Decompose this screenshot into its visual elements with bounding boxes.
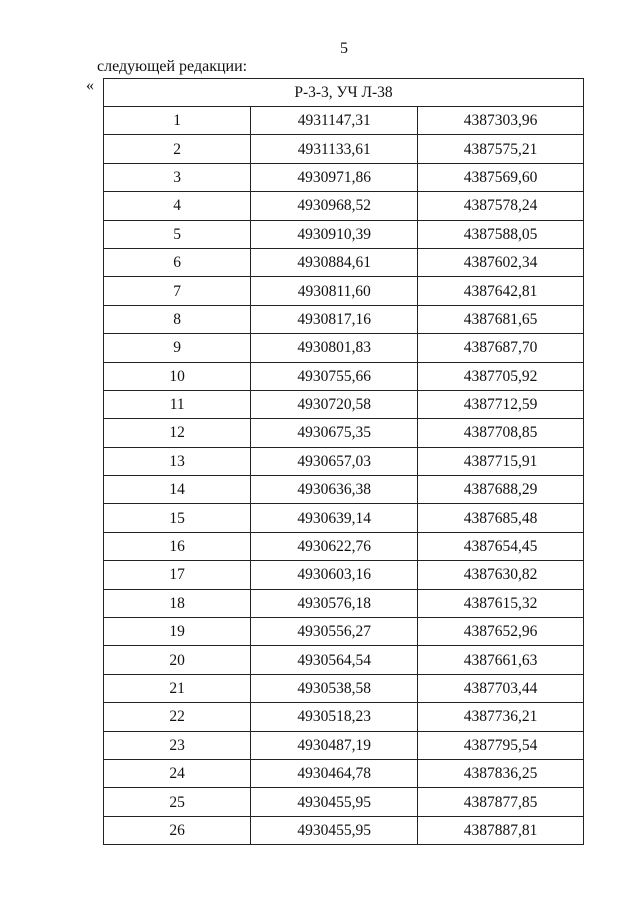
- point-number-cell: 19: [104, 618, 251, 646]
- x-coordinate-cell: 4930657,03: [251, 447, 418, 475]
- table-row: [104, 220, 584, 248]
- point-number-cell: 18: [104, 589, 251, 617]
- x-coordinate-cell: 4931147,31: [251, 107, 418, 135]
- y-coordinate-cell: 4387588,05: [418, 220, 584, 248]
- table-row: [104, 163, 584, 191]
- point-number-cell: 3: [104, 163, 251, 191]
- table-row: [104, 759, 584, 787]
- point-number-cell: 8: [104, 305, 251, 333]
- table-row: [104, 419, 584, 447]
- point-number-cell: 13: [104, 447, 251, 475]
- y-coordinate-cell: 4387712,59: [418, 390, 584, 418]
- x-coordinate-cell: 4930464,78: [251, 759, 418, 787]
- coordinates-table-body: [104, 79, 584, 845]
- point-number-cell: 11: [104, 390, 251, 418]
- y-coordinate-cell: 4387575,21: [418, 135, 584, 163]
- table-row: [104, 731, 584, 759]
- point-number-cell: 16: [104, 532, 251, 560]
- x-coordinate-cell: 4930622,76: [251, 532, 418, 560]
- y-coordinate-cell: 4387708,85: [418, 419, 584, 447]
- y-coordinate-cell: 4387703,44: [418, 674, 584, 702]
- y-coordinate-cell: 4387661,63: [418, 646, 584, 674]
- point-number-cell: 2: [104, 135, 251, 163]
- table-row: [104, 532, 584, 560]
- x-coordinate-cell: 4930455,95: [251, 788, 418, 816]
- y-coordinate-cell: 4387569,60: [418, 163, 584, 191]
- table-row: [104, 248, 584, 276]
- x-coordinate-cell: 4930556,27: [251, 618, 418, 646]
- y-coordinate-cell: 4387688,29: [418, 476, 584, 504]
- x-coordinate-cell: 4930564,54: [251, 646, 418, 674]
- y-coordinate-cell: 4387877,85: [418, 788, 584, 816]
- table-row: [104, 618, 584, 646]
- y-coordinate-cell: 4387685,48: [418, 504, 584, 532]
- point-number-cell: 1: [104, 107, 251, 135]
- y-coordinate-cell: 4387715,91: [418, 447, 584, 475]
- table-row: [104, 305, 584, 333]
- y-coordinate-cell: 4387736,21: [418, 703, 584, 731]
- x-coordinate-cell: 4930675,35: [251, 419, 418, 447]
- table-row: [104, 390, 584, 418]
- table-row: [104, 589, 584, 617]
- y-coordinate-cell: 4387602,34: [418, 248, 584, 276]
- x-coordinate-cell: 4930971,86: [251, 163, 418, 191]
- y-coordinate-cell: 4387795,54: [418, 731, 584, 759]
- x-coordinate-cell: 4930755,66: [251, 362, 418, 390]
- point-number-cell: 25: [104, 788, 251, 816]
- point-number-cell: 9: [104, 334, 251, 362]
- x-coordinate-cell: 4930968,52: [251, 192, 418, 220]
- y-coordinate-cell: 4387630,82: [418, 561, 584, 589]
- x-coordinate-cell: 4931133,61: [251, 135, 418, 163]
- point-number-cell: 15: [104, 504, 251, 532]
- point-number-cell: 20: [104, 646, 251, 674]
- table-row: [104, 646, 584, 674]
- x-coordinate-cell: 4930801,83: [251, 334, 418, 362]
- x-coordinate-cell: 4930720,58: [251, 390, 418, 418]
- page-number: 5: [340, 40, 348, 57]
- x-coordinate-cell: 4930518,23: [251, 703, 418, 731]
- coordinates-table: [103, 78, 584, 845]
- x-coordinate-cell: 4930817,16: [251, 305, 418, 333]
- opening-quote-mark: «: [86, 77, 94, 94]
- y-coordinate-cell: 4387615,32: [418, 589, 584, 617]
- x-coordinate-cell: 4930884,61: [251, 248, 418, 276]
- point-number-cell: 24: [104, 759, 251, 787]
- x-coordinate-cell: 4930811,60: [251, 277, 418, 305]
- point-number-cell: 7: [104, 277, 251, 305]
- table-row: [104, 561, 584, 589]
- point-number-cell: 12: [104, 419, 251, 447]
- table-header-cell: Р-3-3, УЧ Л-38: [104, 79, 584, 107]
- table-row: [104, 674, 584, 702]
- table-row: [104, 135, 584, 163]
- y-coordinate-cell: 4387303,96: [418, 107, 584, 135]
- y-coordinate-cell: 4387578,24: [418, 192, 584, 220]
- x-coordinate-cell: 4930910,39: [251, 220, 418, 248]
- table-row: [104, 277, 584, 305]
- point-number-cell: 22: [104, 703, 251, 731]
- table-row: [104, 447, 584, 475]
- x-coordinate-cell: 4930636,38: [251, 476, 418, 504]
- y-coordinate-cell: 4387652,96: [418, 618, 584, 646]
- table-row: [104, 362, 584, 390]
- y-coordinate-cell: 4387642,81: [418, 277, 584, 305]
- point-number-cell: 6: [104, 248, 251, 276]
- point-number-cell: 4: [104, 192, 251, 220]
- x-coordinate-cell: 4930639,14: [251, 504, 418, 532]
- y-coordinate-cell: 4387681,65: [418, 305, 584, 333]
- x-coordinate-cell: 4930576,18: [251, 589, 418, 617]
- point-number-cell: 14: [104, 476, 251, 504]
- table-header-row: [104, 79, 584, 107]
- table-row: [104, 107, 584, 135]
- point-number-cell: 5: [104, 220, 251, 248]
- table-row: [104, 504, 584, 532]
- point-number-cell: 10: [104, 362, 251, 390]
- x-coordinate-cell: 4930538,58: [251, 674, 418, 702]
- table-row: [104, 816, 584, 844]
- point-number-cell: 17: [104, 561, 251, 589]
- x-coordinate-cell: 4930603,16: [251, 561, 418, 589]
- table-row: [104, 192, 584, 220]
- y-coordinate-cell: 4387836,25: [418, 759, 584, 787]
- y-coordinate-cell: 4387705,92: [418, 362, 584, 390]
- y-coordinate-cell: 4387654,45: [418, 532, 584, 560]
- table-row: [104, 788, 584, 816]
- table-row: [104, 476, 584, 504]
- point-number-cell: 26: [104, 816, 251, 844]
- y-coordinate-cell: 4387687,70: [418, 334, 584, 362]
- table-row: [104, 334, 584, 362]
- x-coordinate-cell: 4930455,95: [251, 816, 418, 844]
- point-number-cell: 23: [104, 731, 251, 759]
- y-coordinate-cell: 4387887,81: [418, 816, 584, 844]
- intro-text: следующей редакции:: [97, 58, 248, 75]
- x-coordinate-cell: 4930487,19: [251, 731, 418, 759]
- table-row: [104, 703, 584, 731]
- point-number-cell: 21: [104, 674, 251, 702]
